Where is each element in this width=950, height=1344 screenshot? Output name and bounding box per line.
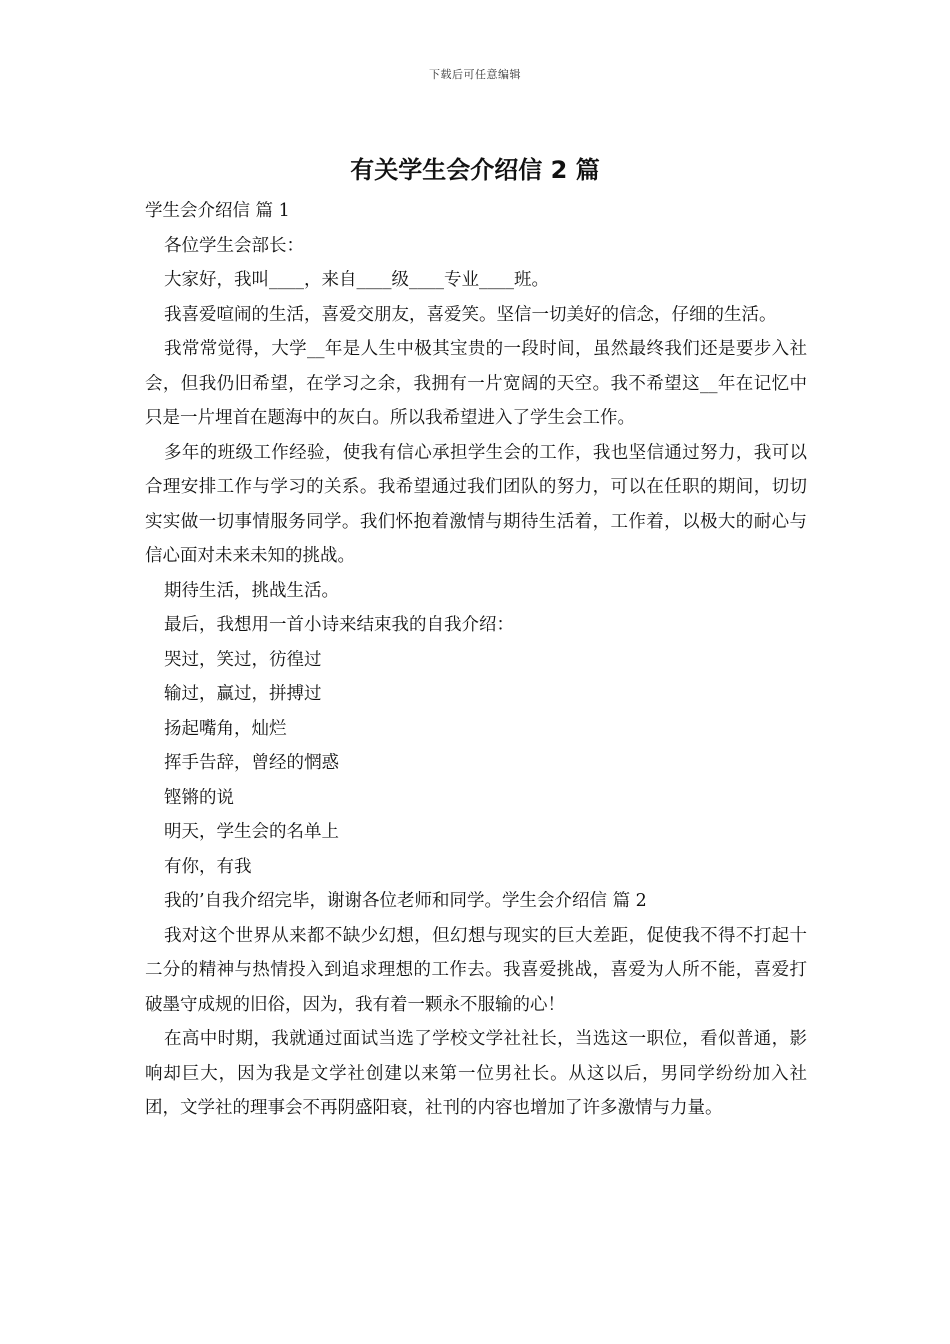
download-note: 下载后可任意编辑 bbox=[429, 68, 521, 81]
poem-line: 哭过，笑过，彷徨过 bbox=[164, 649, 322, 670]
paragraph: 期待生活，挑战生活。 bbox=[164, 580, 339, 601]
paragraph: 我对这个世界从来都不缺少幻想，但幻想与现实的巨大差距，促使我不得不打起十二分的精神与热情投入到追求理想的工作去。我喜爱挑战，喜爱为人所不能，喜爱打破墨守成规的旧俗，因为，我有着一颗永不服输的心！ bbox=[145, 925, 807, 1015]
paragraph: 我喜爱喧闹的生活，喜爱交朋友，喜爱笑。坚信一切美好的信念，仔细的生活。 bbox=[164, 304, 777, 325]
paragraph: 我常常觉得，大学__年是人生中极其宝贵的一段时间，虽然最终我们还是要步入社会，但我仍旧希望，在学习之余，我拥有一片宽阔的天空。我不希望这__年在记忆中只是一片埋首在题海中的灰白。所以我希望进入了学生会工作。 bbox=[145, 339, 807, 428]
salutation: 各位学生会部长： bbox=[164, 235, 304, 256]
poem-line: 明天，学生会的名单上 bbox=[164, 822, 339, 842]
poem-line: 有你，有我 bbox=[164, 856, 252, 877]
document-body bbox=[145, 194, 807, 1126]
paragraph: 我的’自我介绍完毕，谢谢各位老师和同学。学生会介绍信 篇 2 bbox=[164, 891, 647, 911]
poem-line: 扬起嘴角，灿烂 bbox=[164, 718, 287, 739]
poem-line: 铿锵的说 bbox=[164, 787, 234, 808]
paragraph: 在高中时期，我就通过面试当选了学校文学社社长，当选这一职位，看似普通，影响却巨大，因为我是文学社创建以来第一位男社长。从这以后，男同学纷纷加入社团，文学社的理事会不再阴盛阳衰，社刊的内容也增加了许多激情与力量。 bbox=[145, 1029, 807, 1118]
paragraph: 多年的班级工作经验，使我有信心承担学生会的工作，我也坚信通过努力，我可以合理安排工作与学习的关系。我希望通过我们团队的努力，可以在任职的期间，切切实实做一切事情服务同学。我们怀抱着激情与期待生活着，工作着，以极大的耐心与信心面对未来未知的挑战。 bbox=[145, 442, 807, 566]
paragraph: 最后，我想用一首小诗来结束我的自我介绍： bbox=[164, 615, 514, 635]
poem-line: 输过，赢过，拼搏过 bbox=[164, 684, 322, 704]
poem-line: 挥手告辞，曾经的惘惑 bbox=[164, 753, 339, 773]
paragraph: 大家好，我叫____，来自____级____专业____班。 bbox=[164, 270, 549, 290]
document-title: 有关学生会介绍信 2 篇 bbox=[350, 156, 600, 184]
section-heading-1: 学生会介绍信 篇 1 bbox=[145, 201, 290, 221]
